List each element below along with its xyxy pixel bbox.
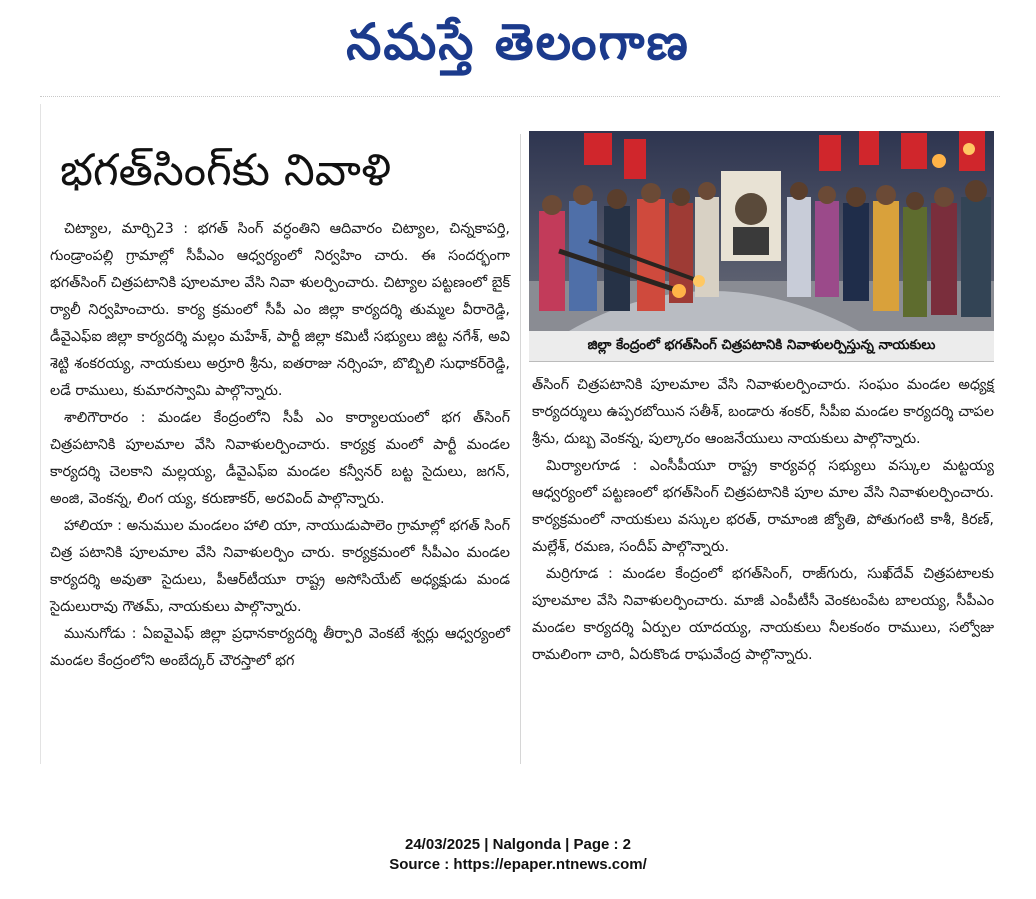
footer-date-edition: 24/03/2025 | Nalgonda | Page : 2 [405,836,631,853]
footer-source: Source : https://epaper.ntnews.com/ [389,856,647,873]
masthead-title: నమస్తే తెలంగాణ [346,13,690,71]
news-photo [529,131,994,331]
article-headline: భగత్‌సింగ్‌కు నివాళి [60,145,392,196]
page-footer [0,835,1036,875]
paragraph-chityal: చిట్యాల, మార్చి23 : భగత్ సింగ్ వర్ధంతిని ఆదివారం చిట్యాల, చిన్నకాపర్తి, గుండ్రాంపల్లి గ్రామాల్లో సీపీఎం ఆధ్వర్యంలో నిర్వహిం చారు. ఈ సందర్భంగా భగత్‌సింగ్ చిత్రపటానికి పూలమాల వేసి నివా ళులర్పించారు. చిట్యాల పట్టణంలో బైక్ ర్యాలీ నిర్వహించారు. కార్య క్రమంలో సీపీ ఎం జిల్లా కార్యదర్శి తుమ్మల వీరారెడ్డి, డీవైఎఫ్ఐ జిల్లా కార్యదర్శి మల్లం మహేశ్, పార్టీ జిల్లా కమిటీ సభ్యులు జిట్ట నగేశ్, అవి శెట్టి శంకరయ్య, నాయకులు అర్రూరి శ్రీను, ఐతరాజు నర్సింహ, బొబ్బిలి సుధాకర్‌రెడ్డి, లడే రాములు, కుమారస్వామి పాల్గొన్నారు. [50,221,510,399]
paragraph-marriguda: మర్రిగూడ : మండల కేంద్రంలో భగత్‌సింగ్, రాజ్‌గురు, సుఖ్‌దేవ్ చిత్రపటాలకు పూలమాల వేసి నివాళులర్పించారు. మాజీ ఎంపీటీసీ వెంకటంపేట బాలయ్య, సీపీఎం మండల కార్యదర్శి ఏర్పుల యాదయ్య, నాయకులు నీలకంఠం రాములు, సల్వోజు రామలింగా చారి, ఏరుకొండ రాఘవేంద్ర పాల్గొన్నారు. [532,566,994,663]
header-rule [40,96,1000,105]
column-divider [520,134,521,764]
paragraph-continuation: త్‌సింగ్ చిత్రపటానికి పూలమాల వేసి నివాళులర్పించారు. సంఘం మండల అధ్యక్ష కార్యదర్శులు ఉప్పరబోయిన సతీశ్, బండారు శంకర్, సీపీఐ మండల కార్యదర్శి చాపల శ్రీను, దుబ్బ వెంకన్న, పుల్కారం ఆంజనేయులు నాయకులు పాల్గొన్నారు. [532,377,994,447]
article-left-column [50,134,510,764]
left-column-rule [40,104,41,764]
paragraph-miryalaguda: మిర్యాలగూడ : ఎంసీపీయూ రాష్ట్ర కార్యవర్గ సభ్యులు వస్కుల మట్టయ్య ఆధ్వర్యంలో పట్టణంలో భగత్‌సింగ్ చిత్రపటానికి పూల మాల వేసి నివాళులర్పించారు. కార్యక్రమంలో నాయకులు వస్కుల భరత్, రామాంజి జ్యోతి, పోతుగంటి కాశీ, కిరణ్, మల్లేశ్, రమణ, సందీప్ పాల్గొన్నారు. [532,458,994,555]
paragraph-shaligowraram: శాలిగౌరారం : మండల కేంద్రంలోని సీపీ ఎం కార్యాలయంలో భగ త్‌సింగ్ చిత్రపటానికి పూలమాల వేసి నివాళులర్పించారు. కార్యక్ర మంలో పార్టీ మండల కార్యదర్శి చెలకాని మల్లయ్య, డీవైఎఫ్ఐ మండల కన్వీనర్ బట్ట సైదులు, జగన్, అంజి, వెంకన్న, లింగ య్య, కరుణాకర్, అరవింద్ పాల్గొన్నారు. [50,410,510,507]
masthead [0,6,1036,78]
paragraph-munugodu: మునుగోడు : ఏఐవైఎఫ్ జిల్లా ప్రధానకార్యదర్శి తీర్పారి వెంకటే శ్వర్లు ఆధ్వర్యంలో మండల కేంద్రంలోని అంబేద్కర్ చౌరస్తాలో భగ [50,626,510,669]
article-right-column [532,372,994,764]
photo-caption: జిల్లా కేంద్రంలో భగత్‌సింగ్ చిత్రపటానికి నివాళులర్పిస్తున్న నాయకులు [529,331,994,362]
paragraph-haliya: హాలియా : అనుముల మండలం హాలి యా, నాయుడుపాలెం గ్రామాల్లో భగత్ సింగ్ చిత్ర పటానికి పూలమాల వేసి నివాళులర్పిం చారు. కార్యక్రమంలో సీపీఎం మండల కార్యదర్శి అవుతా సైదులు, పీఆర్‌టీయూ రాష్ట్ర అసోసియేట్ అధ్యక్షుడు మండ సైదులురావు గౌతమ్, నాయకులు పాల్గొన్నారు. [50,518,510,615]
photo-illustration [529,131,994,331]
